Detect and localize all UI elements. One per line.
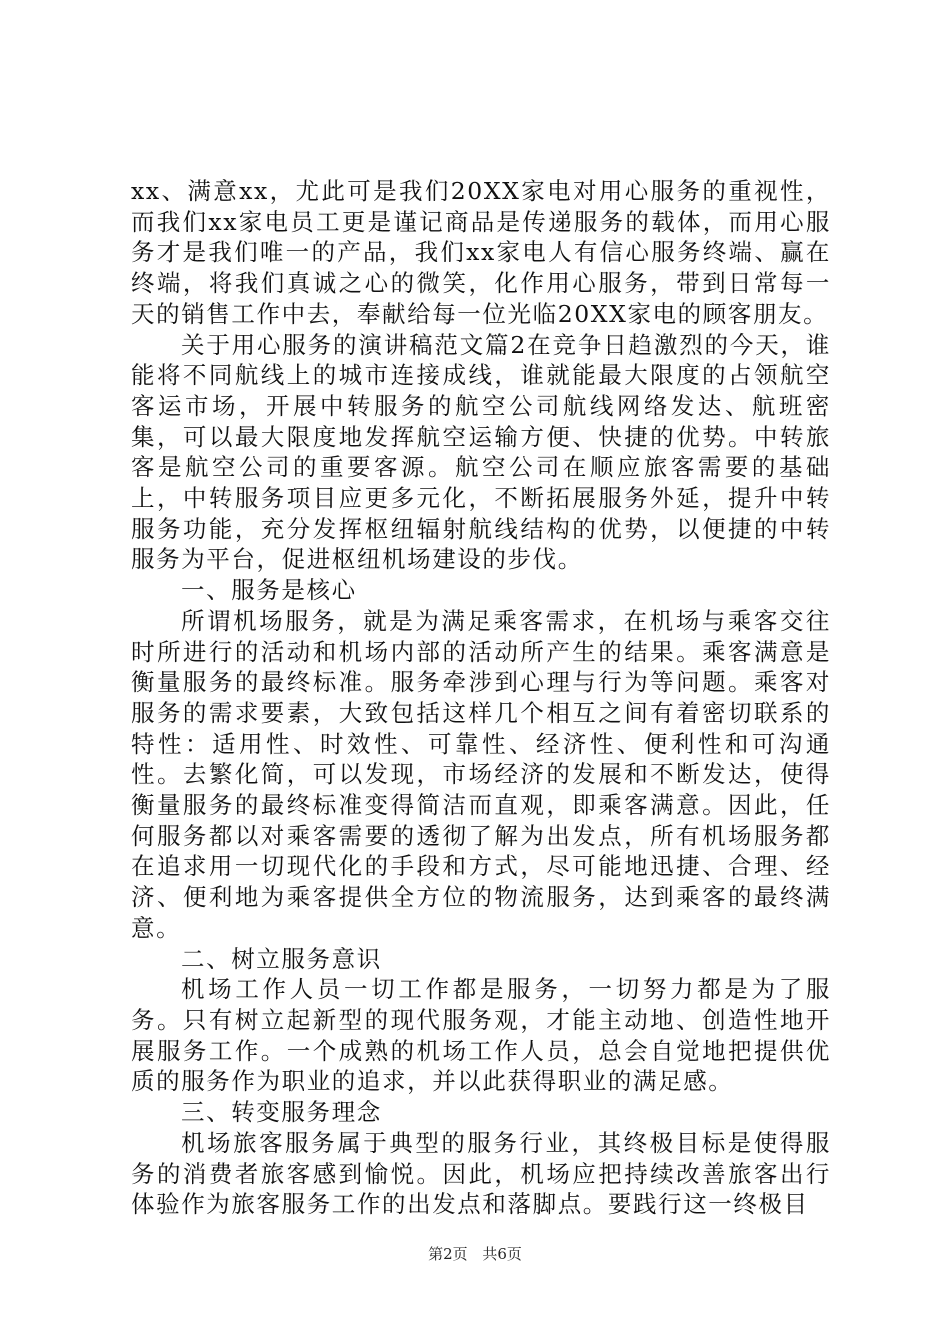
paragraph-section-1: 所谓机场服务，就是为满足乘客需求，在机场与乘客交往时所进行的活动和机场内部的活动所产生的结果。乘客满意是衡量服务的最终标准。服务牵涉到心理与行为等问题。乘客对服务的需求要素，大致包括这样几个相互之间有着密切联系的特性：适用性、时效性、可靠性、经济性、便利性和可沟通性。去繁化简，可以发现，市场经济的发展和不断发达，使得衡量服务的最终标准变得简洁而直观，即乘客满意。因此，任何服务都以对乘客需要的透彻了解为出发点，所有机场服务都在追求用一切现代化的手段和方式，尽可能地迅捷、合理、经济、便利地为乘客提供全方位的物流服务，达到乘客的最终满意。 [131, 606, 831, 942]
page-total: 共6页 [482, 1245, 522, 1263]
section-heading-3: 三、转变服务理念 [181, 1098, 382, 1127]
section-heading-2: 二、树立服务意识 [181, 944, 382, 973]
page-footer [0, 1245, 950, 1263]
paragraph-section-3: 机场旅客服务属于典型的服务行业，其终极目标是使得服务的消费者旅客感到愉悦。因此，机场应把持续改善旅客出行体验作为旅客服务工作的出发点和落脚点。要践行这一终极目 [131, 1128, 831, 1219]
document-body [131, 176, 831, 1220]
paragraph-section-2: 机场工作人员一切工作都是服务，一切努力都是为了服务。只有树立起新型的现代服务观，才能主动地、创造性地开展服务工作。一个成熟的机场工作人员，总会自觉地把提供优质的服务作为职业的追求，并以此获得职业的满足感。 [131, 975, 831, 1096]
page-number: 第2页 [428, 1245, 468, 1263]
section-heading-1: 一、服务是核心 [181, 576, 357, 605]
paragraph-speech-intro: 关于用心服务的演讲稿范文篇2在竞争日趋激烈的今天，谁能将不同航线上的城市连接成线，谁就能最大限度的占领航空客运市场，开展中转服务的航空公司航线网络发达、航班密集，可以最大限度地发挥航空运输方便、快捷的优势。中转旅客是航空公司的重要客源。航空公司在顺应旅客需要的基础上，中转服务项目应更多元化，不断拓展服务外延，提升中转服务功能，充分发挥枢纽辐射航线结构的优势，以便捷的中转服务为平台，促进枢纽机场建设的步伐。 [131, 330, 831, 574]
paragraph-continuation: xx、满意xx，尤此可是我们20XX家电对用心服务的重视性，而我们xx家电员工更是谨记商品是传递服务的载体，而用心服务才是我们唯一的产品，我们xx家电人有信心服务终端、赢在终端，将我们真诚之心的微笑，化作用心服务，带到日常每一天的销售工作中去，奉献给每一位光临20XX家电的顾客朋友。 [131, 177, 831, 328]
